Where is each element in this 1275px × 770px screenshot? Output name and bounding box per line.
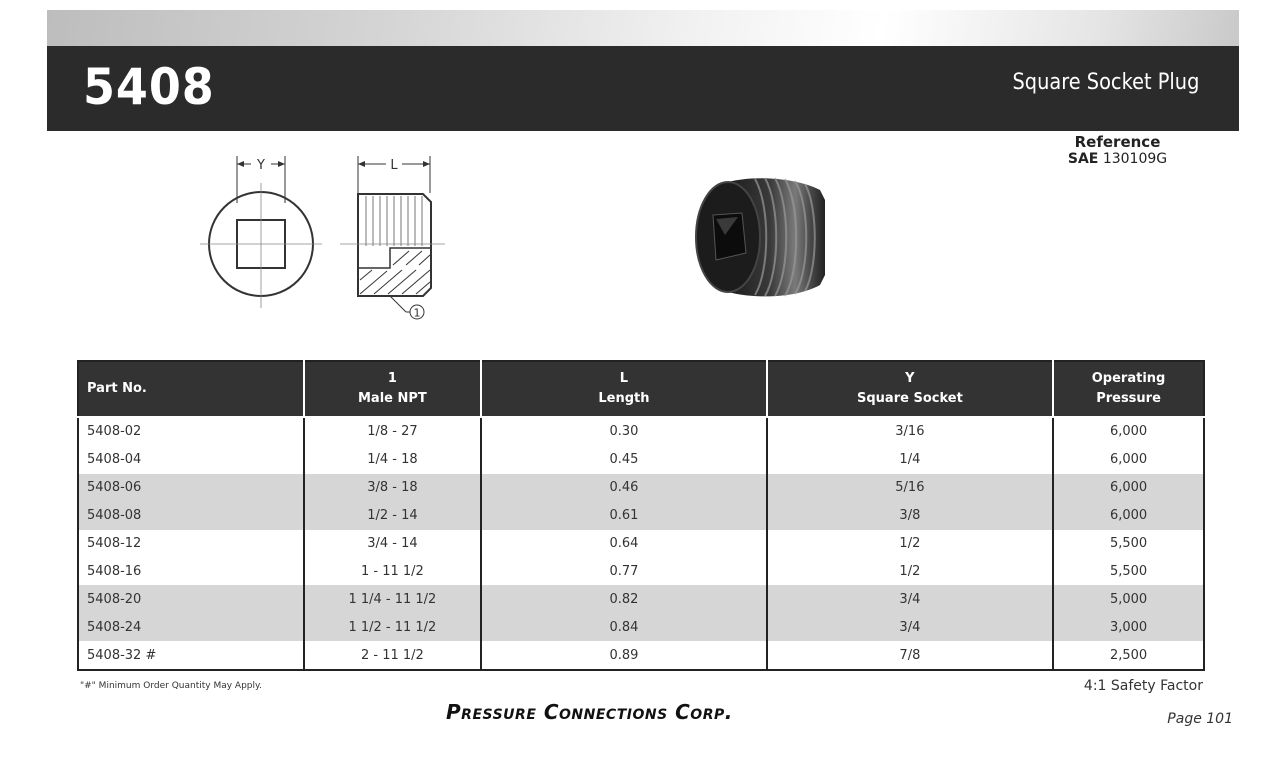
length-cell: 0.82 bbox=[481, 585, 766, 613]
table-row bbox=[78, 641, 1204, 670]
table-row bbox=[78, 530, 1204, 558]
length-cell: 0.30 bbox=[481, 417, 766, 446]
plug-photo bbox=[680, 165, 850, 315]
header-length: L Length bbox=[481, 361, 766, 417]
pressure-cell: 2,500 bbox=[1053, 641, 1204, 670]
part-no-cell: 5408-12 bbox=[87, 536, 142, 551]
part-number-title: 5408 bbox=[83, 58, 215, 116]
square-socket-cell: 5/16 bbox=[767, 474, 1053, 502]
side-view bbox=[340, 156, 445, 320]
male-npt-cell: 3/4 - 14 bbox=[304, 530, 482, 558]
square-socket-cell: 1/2 bbox=[767, 557, 1053, 585]
reference-block bbox=[1060, 133, 1175, 167]
pressure-cell: 6,000 bbox=[1053, 446, 1204, 474]
square-socket-cell: 3/8 bbox=[767, 502, 1053, 530]
male-npt-cell: 1 - 11 1/2 bbox=[304, 557, 482, 585]
company-logo-text: Pressure Connections Corp. bbox=[446, 700, 733, 724]
part-no-cell: 5408-16 bbox=[87, 563, 142, 579]
male-npt-cell: 1/8 - 27 bbox=[304, 417, 482, 446]
table-row bbox=[78, 502, 1204, 530]
dim-l-label: L bbox=[390, 158, 398, 173]
square-socket-cell: 1/2 bbox=[767, 530, 1053, 558]
reference-standard: SAE bbox=[1067, 151, 1099, 167]
table-row bbox=[78, 557, 1204, 585]
page-number: Page 101 bbox=[1167, 711, 1233, 727]
part-no-cell: 5408-32 # bbox=[87, 647, 157, 663]
dim-y-label: Y bbox=[257, 158, 265, 173]
header-bar bbox=[47, 46, 1239, 131]
pressure-cell: 5,000 bbox=[1053, 585, 1204, 613]
technical-drawing bbox=[180, 148, 450, 333]
product-name: Square Socket Plug bbox=[1012, 70, 1199, 95]
header-square-socket: Y Square Socket bbox=[767, 361, 1053, 417]
pressure-cell: 6,000 bbox=[1053, 474, 1204, 502]
table-row bbox=[78, 474, 1204, 502]
length-cell: 0.61 bbox=[481, 502, 766, 530]
length-cell: 0.46 bbox=[481, 474, 766, 502]
header-part-no: Part No. bbox=[78, 361, 304, 417]
square-socket-cell: 1/4 bbox=[767, 446, 1053, 474]
square-socket-cell: 7/8 bbox=[767, 641, 1053, 670]
pressure-cell: 5,500 bbox=[1053, 557, 1204, 585]
pressure-cell: 3,000 bbox=[1053, 613, 1204, 641]
table-row bbox=[78, 613, 1204, 641]
end-view bbox=[200, 156, 322, 308]
male-npt-cell: 1/4 - 18 bbox=[304, 446, 482, 474]
pressure-cell: 5,500 bbox=[1053, 530, 1204, 558]
pressure-cell: 6,000 bbox=[1053, 417, 1204, 446]
reference-title: Reference bbox=[1074, 133, 1161, 151]
length-cell: 0.77 bbox=[481, 557, 766, 585]
part-no-cell: 5408-24 bbox=[78, 613, 304, 641]
part-no-cell: 5408-06 bbox=[78, 474, 304, 502]
male-npt-cell: 1/2 - 14 bbox=[304, 502, 482, 530]
part-no-cell: 5408-04 bbox=[87, 452, 142, 468]
part-no-cell: 5408-08 bbox=[78, 502, 304, 530]
header-gradient-band bbox=[47, 10, 1239, 46]
length-cell: 0.64 bbox=[481, 530, 766, 558]
length-cell: 0.84 bbox=[481, 613, 766, 641]
header-male-npt: 1 Male NPT bbox=[304, 361, 482, 417]
safety-factor: 4:1 Safety Factor bbox=[1083, 678, 1203, 694]
square-socket-cell: 3/16 bbox=[767, 417, 1053, 446]
callout-number: 1 bbox=[413, 306, 421, 320]
reference-code: 130109G bbox=[1102, 151, 1168, 167]
square-socket-cell: 3/4 bbox=[767, 613, 1053, 641]
square-socket-cell: 3/4 bbox=[767, 585, 1053, 613]
table-header-row bbox=[78, 361, 1204, 417]
table-row bbox=[78, 446, 1204, 474]
male-npt-cell: 1 1/4 - 11 1/2 bbox=[304, 585, 482, 613]
table-row bbox=[78, 417, 1204, 446]
length-cell: 0.45 bbox=[481, 446, 766, 474]
part-no-cell: 5408-20 bbox=[78, 585, 304, 613]
pressure-cell: 6,000 bbox=[1053, 502, 1204, 530]
part-no-cell: 5408-02 bbox=[87, 424, 142, 440]
specs-table bbox=[77, 360, 1205, 671]
header-operating-pressure: Operating Pressure bbox=[1053, 361, 1204, 417]
footnote: "#" Minimum Order Quantity May Apply. bbox=[80, 681, 262, 691]
male-npt-cell: 2 - 11 1/2 bbox=[304, 641, 482, 670]
male-npt-cell: 1 1/2 - 11 1/2 bbox=[304, 613, 482, 641]
table-row bbox=[78, 585, 1204, 613]
male-npt-cell: 3/8 - 18 bbox=[304, 474, 482, 502]
length-cell: 0.89 bbox=[481, 641, 766, 670]
